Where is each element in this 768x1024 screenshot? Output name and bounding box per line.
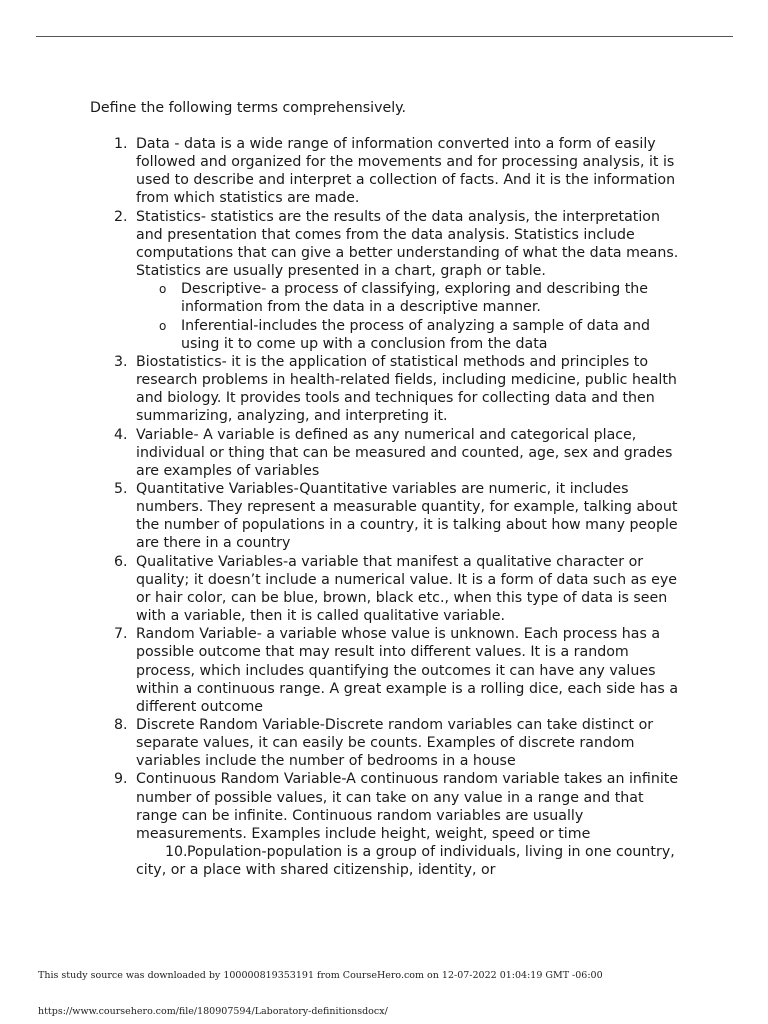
item-number: 2. bbox=[114, 208, 128, 225]
item-number: 6. bbox=[114, 553, 128, 570]
sub-list-item bbox=[136, 317, 680, 353]
list-item bbox=[114, 353, 680, 426]
item-number: 4. bbox=[114, 426, 128, 443]
sub-item-text: Inferential-includes the process of analyzing a sample of data and using it to come up with a conclusion from the data bbox=[181, 317, 650, 352]
item-text: Random Variable- a variable whose value is unknown. Each process has a possible outcome that may result into different values. It is a random process, which includes quantifying the outcomes it can have any values within a continuous range. A great example is a rolling dice, each side has a different outcome bbox=[136, 626, 679, 715]
item-text: Biostatistics- it is the application of statistical methods and principles to research problems in health-related fields, including medicine, public health and biology. It provides tools and techniques for collecting data and then summarizing, analyzing, and interpreting it. bbox=[136, 353, 677, 425]
list-item bbox=[114, 208, 680, 353]
sub-list bbox=[136, 280, 680, 353]
list-item bbox=[114, 426, 680, 480]
item-text: Population-population is a group of individuals, living in one country, city, or a place with shared citizenship, identity, or bbox=[136, 844, 675, 879]
item-text: Variable- A variable is defined as any numerical and categorical place, individual or thing that can be measured and counted, age, sex and grades are examples of variables bbox=[136, 426, 673, 479]
download-source-note: This study source was downloaded by 100000819353191 from CourseHero.com on 12-07-2022 01:04:19 GMT -06:00 bbox=[38, 970, 603, 981]
item-text: Statistics- statistics are the results of the data analysis, the interpretation and presentation that comes from the data analysis. Statistics include computations that can give a better understanding of what the data means. Statistics are usually presented in a chart, graph or table. bbox=[136, 208, 679, 280]
item-text: Discrete Random Variable-Discrete random variables can take distinct or separate values, it can easily be counts. Examples of discrete random variables include the number of bedrooms in a house bbox=[136, 717, 654, 770]
item-number: 5. bbox=[114, 480, 128, 497]
item-number: 7. bbox=[114, 626, 128, 643]
bullet-marker: o bbox=[159, 282, 167, 297]
top-rule bbox=[36, 36, 733, 37]
item-text: Continuous Random Variable-A continuous random variable takes an infinite number of possible values, it can take on any value in a range and that range can be infinite. Continuous random variables are usually measurements. Examples include height, weight, speed or time bbox=[136, 771, 679, 842]
list-item bbox=[114, 770, 680, 843]
document-heading: Define the following terms comprehensively. bbox=[90, 100, 407, 116]
sub-item-text: Descriptive- a process of classifying, exploring and describing the information from the data in a descriptive manner. bbox=[181, 281, 648, 316]
list-item bbox=[114, 135, 680, 208]
list-item bbox=[114, 480, 680, 553]
item-number: 10. bbox=[165, 844, 188, 861]
definitions-list bbox=[114, 135, 680, 879]
sub-list-item bbox=[136, 280, 680, 316]
item-number: 8. bbox=[114, 717, 128, 733]
list-item bbox=[114, 843, 680, 879]
bullet-marker: o bbox=[159, 318, 167, 333]
list-item bbox=[114, 625, 680, 716]
item-text: Quantitative Variables-Quantitative variables are numeric, it includes numbers. They represent a measurable quantity, for example, talking about the number of populations in a country, it is talking about how many people are there in a country bbox=[136, 480, 678, 552]
item-number: 1. bbox=[114, 136, 128, 152]
item-number: 3. bbox=[114, 353, 128, 370]
list-item bbox=[114, 553, 680, 626]
item-number: 9. bbox=[114, 771, 128, 788]
source-url: https://www.coursehero.com/file/180907594/Laboratory-definitionsdocx/ bbox=[38, 1006, 388, 1017]
list-item bbox=[114, 716, 680, 770]
item-text: Qualitative Variables-a variable that manifest a qualitative character or quality; it doesn’t include a numerical value. It is a form of data such as eye or hair color, can be blue, brown, black etc., when this type of data is seen with a variable, then it is called qualitative variable. bbox=[136, 553, 678, 625]
item-text: Data - data is a wide range of information converted into a form of easily followed and organized for the movements and for processing analysis, it is used to describe and interpret a collection of facts. And it is the information from which statistics are made. bbox=[136, 136, 676, 207]
